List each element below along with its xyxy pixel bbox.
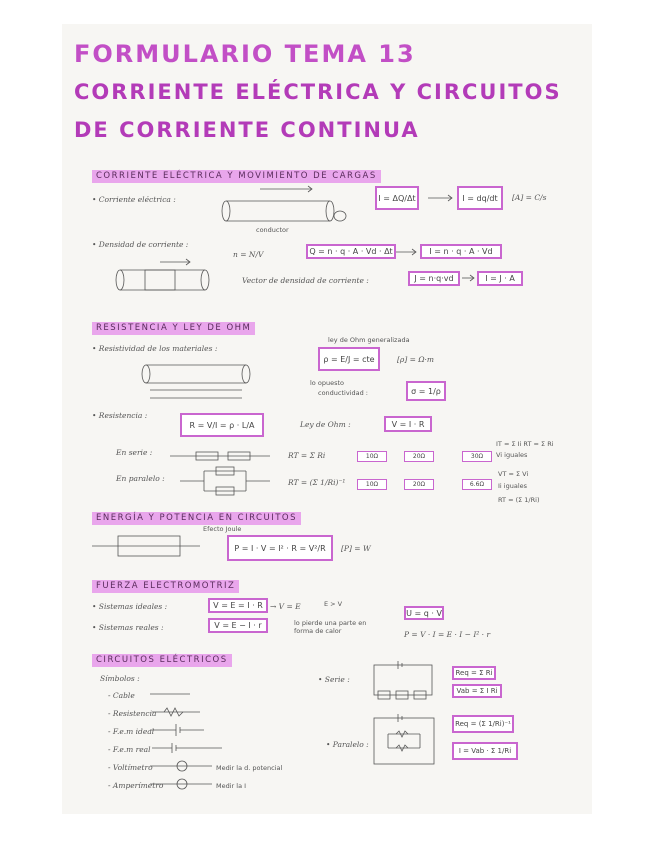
symbol-fem-ideal-label: - F.e.m ideal	[108, 727, 155, 736]
formula-i-nqavd: I = n · q · A · Vd	[420, 244, 502, 259]
example-r2-serie: 20Ω	[404, 451, 434, 462]
note-perdida-calor: lo pierde una parte en forma de calor	[294, 619, 367, 635]
formula-vab-serie: Vab = Σ I Ri	[452, 684, 502, 698]
unit-ampere: [A] = C/s	[512, 193, 547, 202]
formula-rserie: RT = Σ Ri	[288, 451, 326, 460]
arrow-icon	[428, 195, 452, 201]
item-resistencia: • Resistencia :	[92, 411, 148, 420]
symbol-amperimetro-label: - Amperímetro	[108, 781, 164, 790]
page-subtitle-2: DE CORRIENTE CONTINUA	[74, 118, 420, 142]
label-simbolos: Símbolos :	[100, 674, 140, 683]
example-rp-paralelo: 6.6Ω	[462, 479, 492, 490]
item-sistemas-ideales: • Sistemas ideales :	[92, 602, 168, 611]
note-par-2: Ii iguales	[498, 482, 528, 490]
unit-watt: [P] = W	[341, 544, 371, 553]
page-subtitle-1: CORRIENTE ELÉCTRICA Y CIRCUITOS	[74, 80, 562, 104]
item-corriente-electrica: • Corriente eléctrica :	[92, 195, 176, 204]
label-efecto-joule: Efecto Joule	[203, 525, 242, 533]
label-ley-ohm: Ley de Ohm :	[300, 420, 351, 429]
conductor-volume-diagram	[116, 259, 209, 290]
series-resistors-diagram	[170, 452, 270, 460]
formula-sigma: σ = 1/ρ	[406, 381, 446, 401]
arrow-icon	[396, 249, 416, 255]
label-en-paralelo: En paralelo :	[116, 474, 165, 483]
formula-real: V = E − I · r	[208, 618, 268, 633]
fem-real-symbol	[152, 743, 222, 753]
section-fuerza-header: FUERZA ELECTROMOTRIZ	[92, 580, 239, 593]
fem-ideal-symbol	[150, 724, 204, 736]
section-circuitos-header: CIRCUITOS ELÉCTRICOS	[92, 654, 232, 667]
parallel-circuit-diagram	[374, 714, 434, 764]
note-serie-2: Vi iguales	[496, 451, 528, 459]
page-title: FORMULARIO TEMA 13	[74, 40, 416, 68]
symbol-fem-real-label: - F.e.m real	[108, 745, 151, 754]
series-circuit-diagram	[374, 661, 432, 699]
example-r1-paralelo: 10Ω	[357, 479, 387, 490]
formula-q-definition: Q = n · q · A · Vd · Δt	[306, 244, 396, 259]
formula-ohm: V = I · R	[384, 416, 432, 432]
example-r2-paralelo: 20Ω	[404, 479, 434, 490]
symbol-voltimetro-label: - Voltímetro	[108, 763, 153, 772]
example-rs-serie: 30Ω	[462, 451, 492, 462]
note-e-gt-v: E > V	[324, 600, 343, 608]
symbol-cable-label: - Cable	[108, 691, 135, 700]
item-densidad-corriente: • Densidad de corriente :	[92, 240, 189, 249]
formula-i-ja: I = J · A	[477, 271, 523, 286]
section-energia-header: ENERGÍA Y POTENCIA EN CIRCUITOS	[92, 512, 301, 525]
arrow-icon	[462, 275, 474, 281]
note-voltimetro: Medir la d. potencial	[216, 764, 283, 772]
formula-rho: ρ = E/J = cte	[318, 347, 380, 371]
formula-n-def: n = N/V	[233, 250, 264, 259]
section-resistencia-header: RESISTENCIA Y LEY DE OHM	[92, 322, 255, 335]
parallel-resistors-diagram	[180, 467, 270, 495]
voltmeter-symbol	[150, 761, 212, 771]
resistivity-cylinder-diagram	[142, 365, 250, 398]
note-serie-1: IT = Σ Ii RT = Σ Ri	[496, 440, 554, 448]
label-circuito-serie: • Serie :	[318, 675, 350, 684]
ammeter-symbol	[150, 779, 212, 789]
section-corriente-header: CORRIENTE ELÉCTRICA Y MOVIMIENTO DE CARGAS	[92, 170, 381, 183]
symbol-resistencia-label: - Resistencia	[108, 709, 157, 718]
note-par-1: VT = Σ Vi	[498, 470, 529, 478]
note-par-3: RT = (Σ 1/Ri)	[498, 496, 540, 504]
formula-resistencia: R = V/I = ρ · L/A	[180, 413, 264, 437]
formula-req-serie: Req = Σ Ri	[452, 666, 496, 680]
label-vector-densidad: Vector de densidad de corriente :	[242, 276, 369, 285]
conductor-cylinder-diagram	[222, 186, 346, 221]
unit-rho: [ρ] = Ω·m	[397, 355, 435, 364]
label-conductividad: conductividad :	[318, 389, 368, 397]
formula-i-deltaq: I = ΔQ/Δt	[375, 186, 419, 210]
item-resistividad: • Resistividad de los materiales :	[92, 344, 218, 353]
item-sistemas-reales: • Sistemas reales :	[92, 623, 164, 632]
formula-rparalelo: RT = (Σ 1/Ri)⁻¹	[288, 478, 346, 487]
formula-req-paralelo: Req = (Σ 1/Ri)⁻¹	[452, 715, 514, 733]
label-conductor: conductor	[256, 226, 289, 234]
example-r1-serie: 10Ω	[357, 451, 387, 462]
formula-p-real: P = V · I = E · I − I² · r	[404, 630, 491, 639]
arrow-v-eq-e: → V = E	[270, 602, 301, 611]
resistor-symbol	[152, 708, 200, 716]
formula-i-paralelo: I = Vab · Σ 1/Ri	[452, 742, 518, 760]
label-en-serie: En serie :	[116, 448, 153, 457]
label-circuito-paralelo: • Paralelo :	[326, 740, 369, 749]
formula-u-qv: U = q · V	[404, 606, 444, 620]
note-amperimetro: Medir la I	[216, 782, 247, 790]
joule-resistor-diagram	[92, 536, 200, 556]
label-ohm-generalizada: ley de Ohm generalizada	[328, 336, 410, 344]
formula-i-dqdt: I = dq/dt	[457, 186, 503, 210]
label-lo-opuesto: lo opuesto	[310, 379, 344, 387]
formula-ideal: V = E = I · R	[208, 598, 268, 613]
formula-potencia: P = I · V = I² · R = V²/R	[227, 535, 333, 561]
formula-j-vector: J = n·q·vd	[408, 271, 460, 286]
